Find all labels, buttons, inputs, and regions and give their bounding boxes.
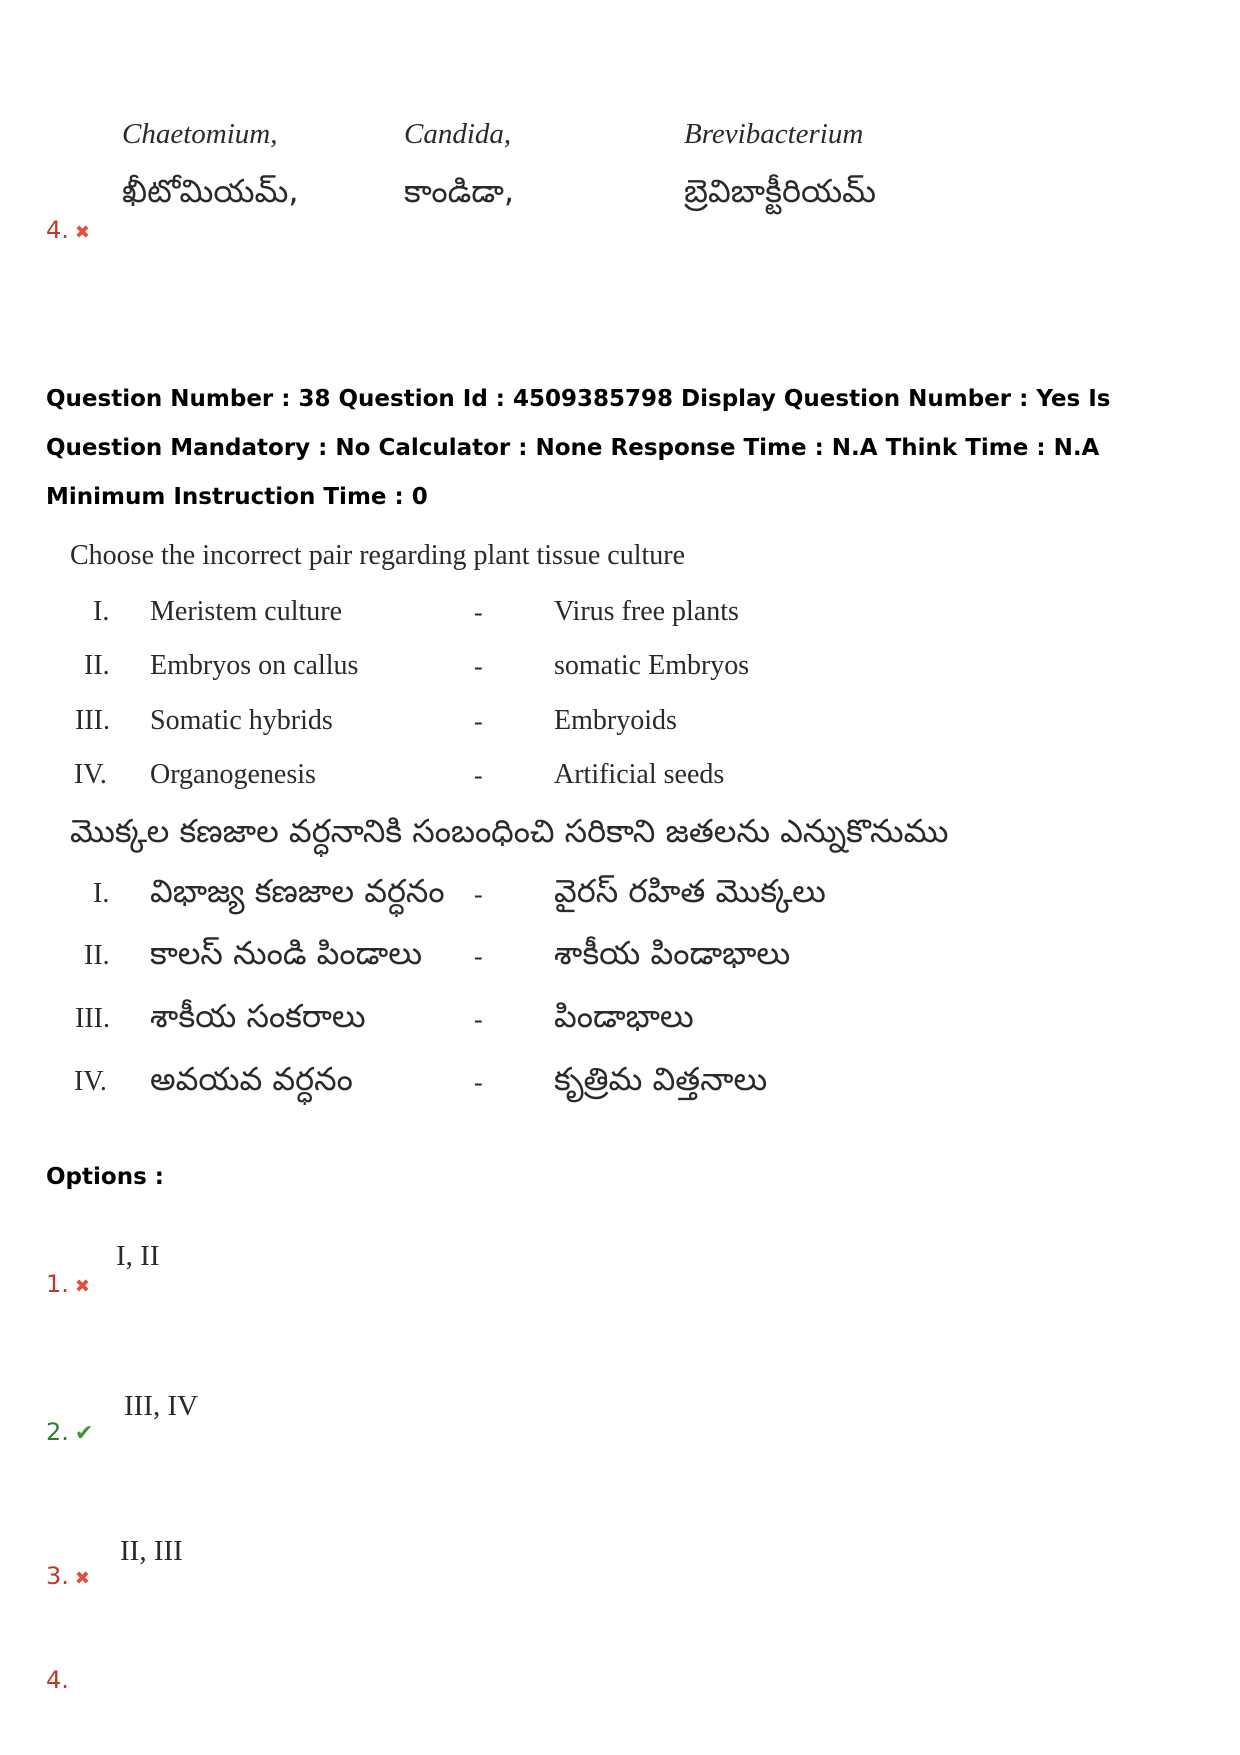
- telugu-row-4-roman: IV.: [74, 1066, 107, 1097]
- option-3-number: 3.: [46, 1562, 69, 1590]
- cross-icon: ✖: [74, 1276, 90, 1296]
- english-row-2-roman: II.: [84, 650, 110, 681]
- prev-option-latin-3: Brevibacterium: [684, 118, 864, 150]
- cross-icon: ✖: [74, 222, 90, 242]
- cross-icon: ✖: [74, 1568, 90, 1588]
- question-meta: Question Number : 38 Question Id : 4509385798 Display Question Number : Yes Is Question Mandatory : No Calculator : None Response Time : N.A Think Time : N.A Minimum Instruction Time : 0: [46, 386, 1111, 510]
- option-1-text: I, II: [116, 1240, 160, 1272]
- telugu-row-1-right: వైరస్ రహిత మొక్కలు: [554, 872, 826, 910]
- telugu-row-3-right: పిండాభాలు: [554, 997, 694, 1035]
- english-row-3-right: Embryoids: [554, 705, 677, 736]
- option-4-number: 4.: [46, 1666, 69, 1694]
- option-3-marker: [46, 1562, 90, 1590]
- english-row-2-left: Embryos on callus: [150, 650, 359, 681]
- option-4-marker: [46, 1666, 69, 1694]
- check-icon: ✔: [74, 1420, 94, 1445]
- english-row-2-dash: -: [474, 652, 483, 681]
- question-stem-english: Choose the incorrect pair regarding plant tissue culture: [70, 540, 686, 571]
- option-1-marker: [46, 1270, 90, 1298]
- english-row-3-dash: -: [474, 707, 483, 736]
- telugu-row-1-dash: -: [474, 880, 483, 909]
- telugu-row-2-dash: -: [474, 942, 483, 971]
- telugu-row-2-roman: II.: [84, 940, 110, 971]
- english-row-4-left: Organogenesis: [150, 759, 316, 790]
- prev-option-marker: [46, 216, 90, 244]
- prev-option-telugu-3: బ్రెవిబాక్టీరియమ్: [684, 172, 876, 210]
- option-2-number: 2.: [46, 1418, 69, 1446]
- prev-option-latin-2: Candida,: [404, 118, 512, 150]
- telugu-row-4-dash: -: [474, 1068, 483, 1097]
- english-row-1-roman: I.: [93, 596, 110, 627]
- option-2-text: III, IV: [124, 1390, 199, 1422]
- english-row-2-right: somatic Embryos: [554, 650, 750, 681]
- telugu-row-1-left: విభాజ్య కణజాల వర్ధనం: [150, 872, 445, 910]
- english-row-4-roman: IV.: [74, 759, 107, 790]
- prev-option-number: 4.: [46, 216, 69, 244]
- telugu-row-2-left: కాలస్ నుండి పిండాలు: [150, 934, 423, 972]
- prev-option-latin-1: Chaetomium,: [122, 118, 278, 150]
- option-2-marker: [46, 1418, 93, 1446]
- prev-option-telugu-1: ఖీటోమియమ్,: [122, 172, 299, 210]
- question-stem-telugu: మొక్కల కణజాల వర్ధనానికి సంబంధించి సరికాని జతలను ఎన్నుకొనుము: [70, 812, 949, 850]
- telugu-row-4-right: కృత్రిమ విత్తనాలు: [554, 1060, 768, 1098]
- telugu-row-3-left: శాకీయ సంకరాలు: [150, 997, 366, 1035]
- prev-option-telugu-2: కాండిడా,: [404, 172, 515, 210]
- english-row-4-right: Artificial seeds: [554, 759, 725, 790]
- english-row-1-left: Meristem culture: [150, 596, 343, 627]
- telugu-row-1-roman: I.: [93, 878, 110, 909]
- english-row-1-right: Virus free plants: [554, 596, 739, 627]
- telugu-row-3-dash: -: [474, 1005, 483, 1034]
- option-3-text: II, III: [120, 1535, 183, 1567]
- telugu-row-4-left: అవయవ వర్ధనం: [150, 1060, 353, 1098]
- telugu-row-3-roman: III.: [75, 1003, 110, 1034]
- english-row-1-dash: -: [474, 598, 483, 627]
- options-label: Options :: [46, 1164, 164, 1190]
- english-row-4-dash: -: [474, 761, 483, 790]
- telugu-row-2-right: శాకీయ పిండాభాలు: [554, 934, 791, 972]
- english-row-3-roman: III.: [75, 705, 110, 736]
- option-1-number: 1.: [46, 1270, 69, 1298]
- english-row-3-left: Somatic hybrids: [150, 705, 333, 736]
